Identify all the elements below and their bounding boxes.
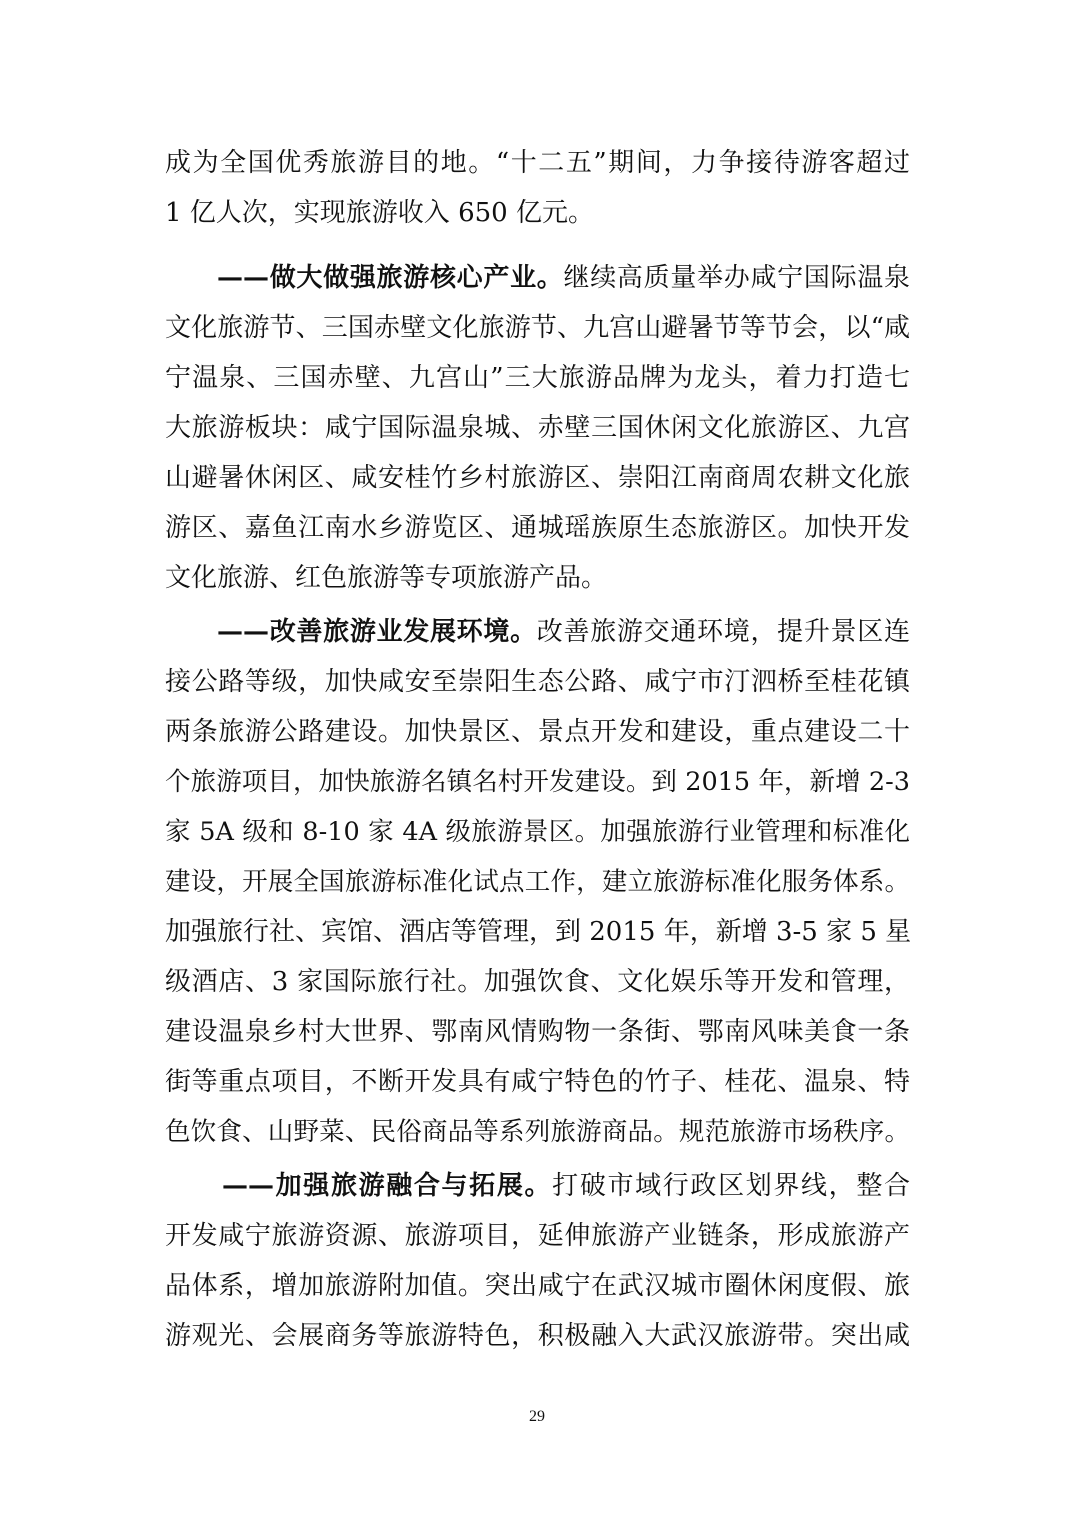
- text-line: 开发咸宁旅游资源、旅游项目，延伸旅游产业链条，形成旅游产: [165, 1221, 910, 1251]
- text-line: 游观光、会展商务等旅游特色，积极融入大武汉旅游带。突出咸: [165, 1321, 910, 1351]
- text-line: 家 5A 级和 8-10 家 4A 级旅游景区。加强旅游行业管理和标准化: [165, 817, 910, 847]
- text-line: 游区、嘉鱼江南水乡游览区、通城瑶族原生态旅游区。加快开发: [165, 513, 910, 543]
- section-heading: ——改善旅游业发展环境。: [217, 617, 537, 647]
- text-line: 级酒店、3 家国际旅行社。加强饮食、文化娱乐等开发和管理，: [165, 967, 910, 997]
- text-line: 1 亿人次，实现旅游收入 650 亿元。: [165, 198, 594, 228]
- section-heading: ——做大做强旅游核心产业。: [217, 263, 564, 293]
- page-number: 29: [529, 1408, 545, 1425]
- text-line: 色饮食、山野菜、民俗商品等系列旅游商品。规范旅游市场秩序。: [165, 1117, 910, 1147]
- text-line: 大旅游板块：咸宁国际温泉城、赤壁三国休闲文化旅游区、九宫: [165, 413, 910, 443]
- text-line: 宁温泉、三国赤壁、九宫山”三大旅游品牌为龙头，着力打造七: [165, 363, 910, 393]
- text-line: 街等重点项目，不断开发具有咸宁特色的竹子、桂花、温泉、特: [165, 1067, 910, 1097]
- text-line: 山避暑休闲区、咸安桂竹乡村旅游区、崇阳江南商周农耕文化旅: [165, 463, 910, 493]
- text-line: 文化旅游节、三国赤壁文化旅游节、九宫山避暑节等节会，以“咸: [165, 313, 910, 343]
- text-run: 继续高质量举办咸宁国际温泉: [563, 263, 910, 293]
- paragraph-first-line: [217, 258, 910, 298]
- text-line: 加强旅行社、宾馆、酒店等管理，到 2015 年，新增 3-5 家 5 星: [165, 917, 912, 947]
- section-heading: ——加强旅游融合与拓展。: [222, 1171, 553, 1201]
- paragraph-first-line: [222, 1166, 910, 1206]
- text-line: 成为全国优秀旅游目的地。“十二五”期间，力争接待游客超过: [165, 148, 910, 178]
- text-run: 打破市域行政区划界线，整合: [552, 1171, 910, 1201]
- text-line: 品体系，增加旅游附加值。突出咸宁在武汉城市圈休闲度假、旅: [165, 1271, 910, 1301]
- text-line: 文化旅游、红色旅游等专项旅游产品。: [165, 563, 608, 593]
- text-line: 建设温泉乡村大世界、鄂南风情购物一条街、鄂南风味美食一条: [165, 1017, 910, 1047]
- text-line: 接公路等级，加快咸安至崇阳生态公路、咸宁市汀泗桥至桂花镇: [165, 667, 910, 697]
- text-run: 改善旅游交通环境，提升景区连: [536, 617, 910, 647]
- paragraph-first-line: [217, 612, 910, 652]
- text-line: 两条旅游公路建设。加快景区、景点开发和建设，重点建设二十: [165, 717, 910, 747]
- text-line: 建设，开展全国旅游标准化试点工作，建立旅游标准化服务体系。: [165, 867, 910, 897]
- text-line: 个旅游项目，加快旅游名镇名村开发建设。到 2015 年，新增 2-3: [165, 767, 910, 797]
